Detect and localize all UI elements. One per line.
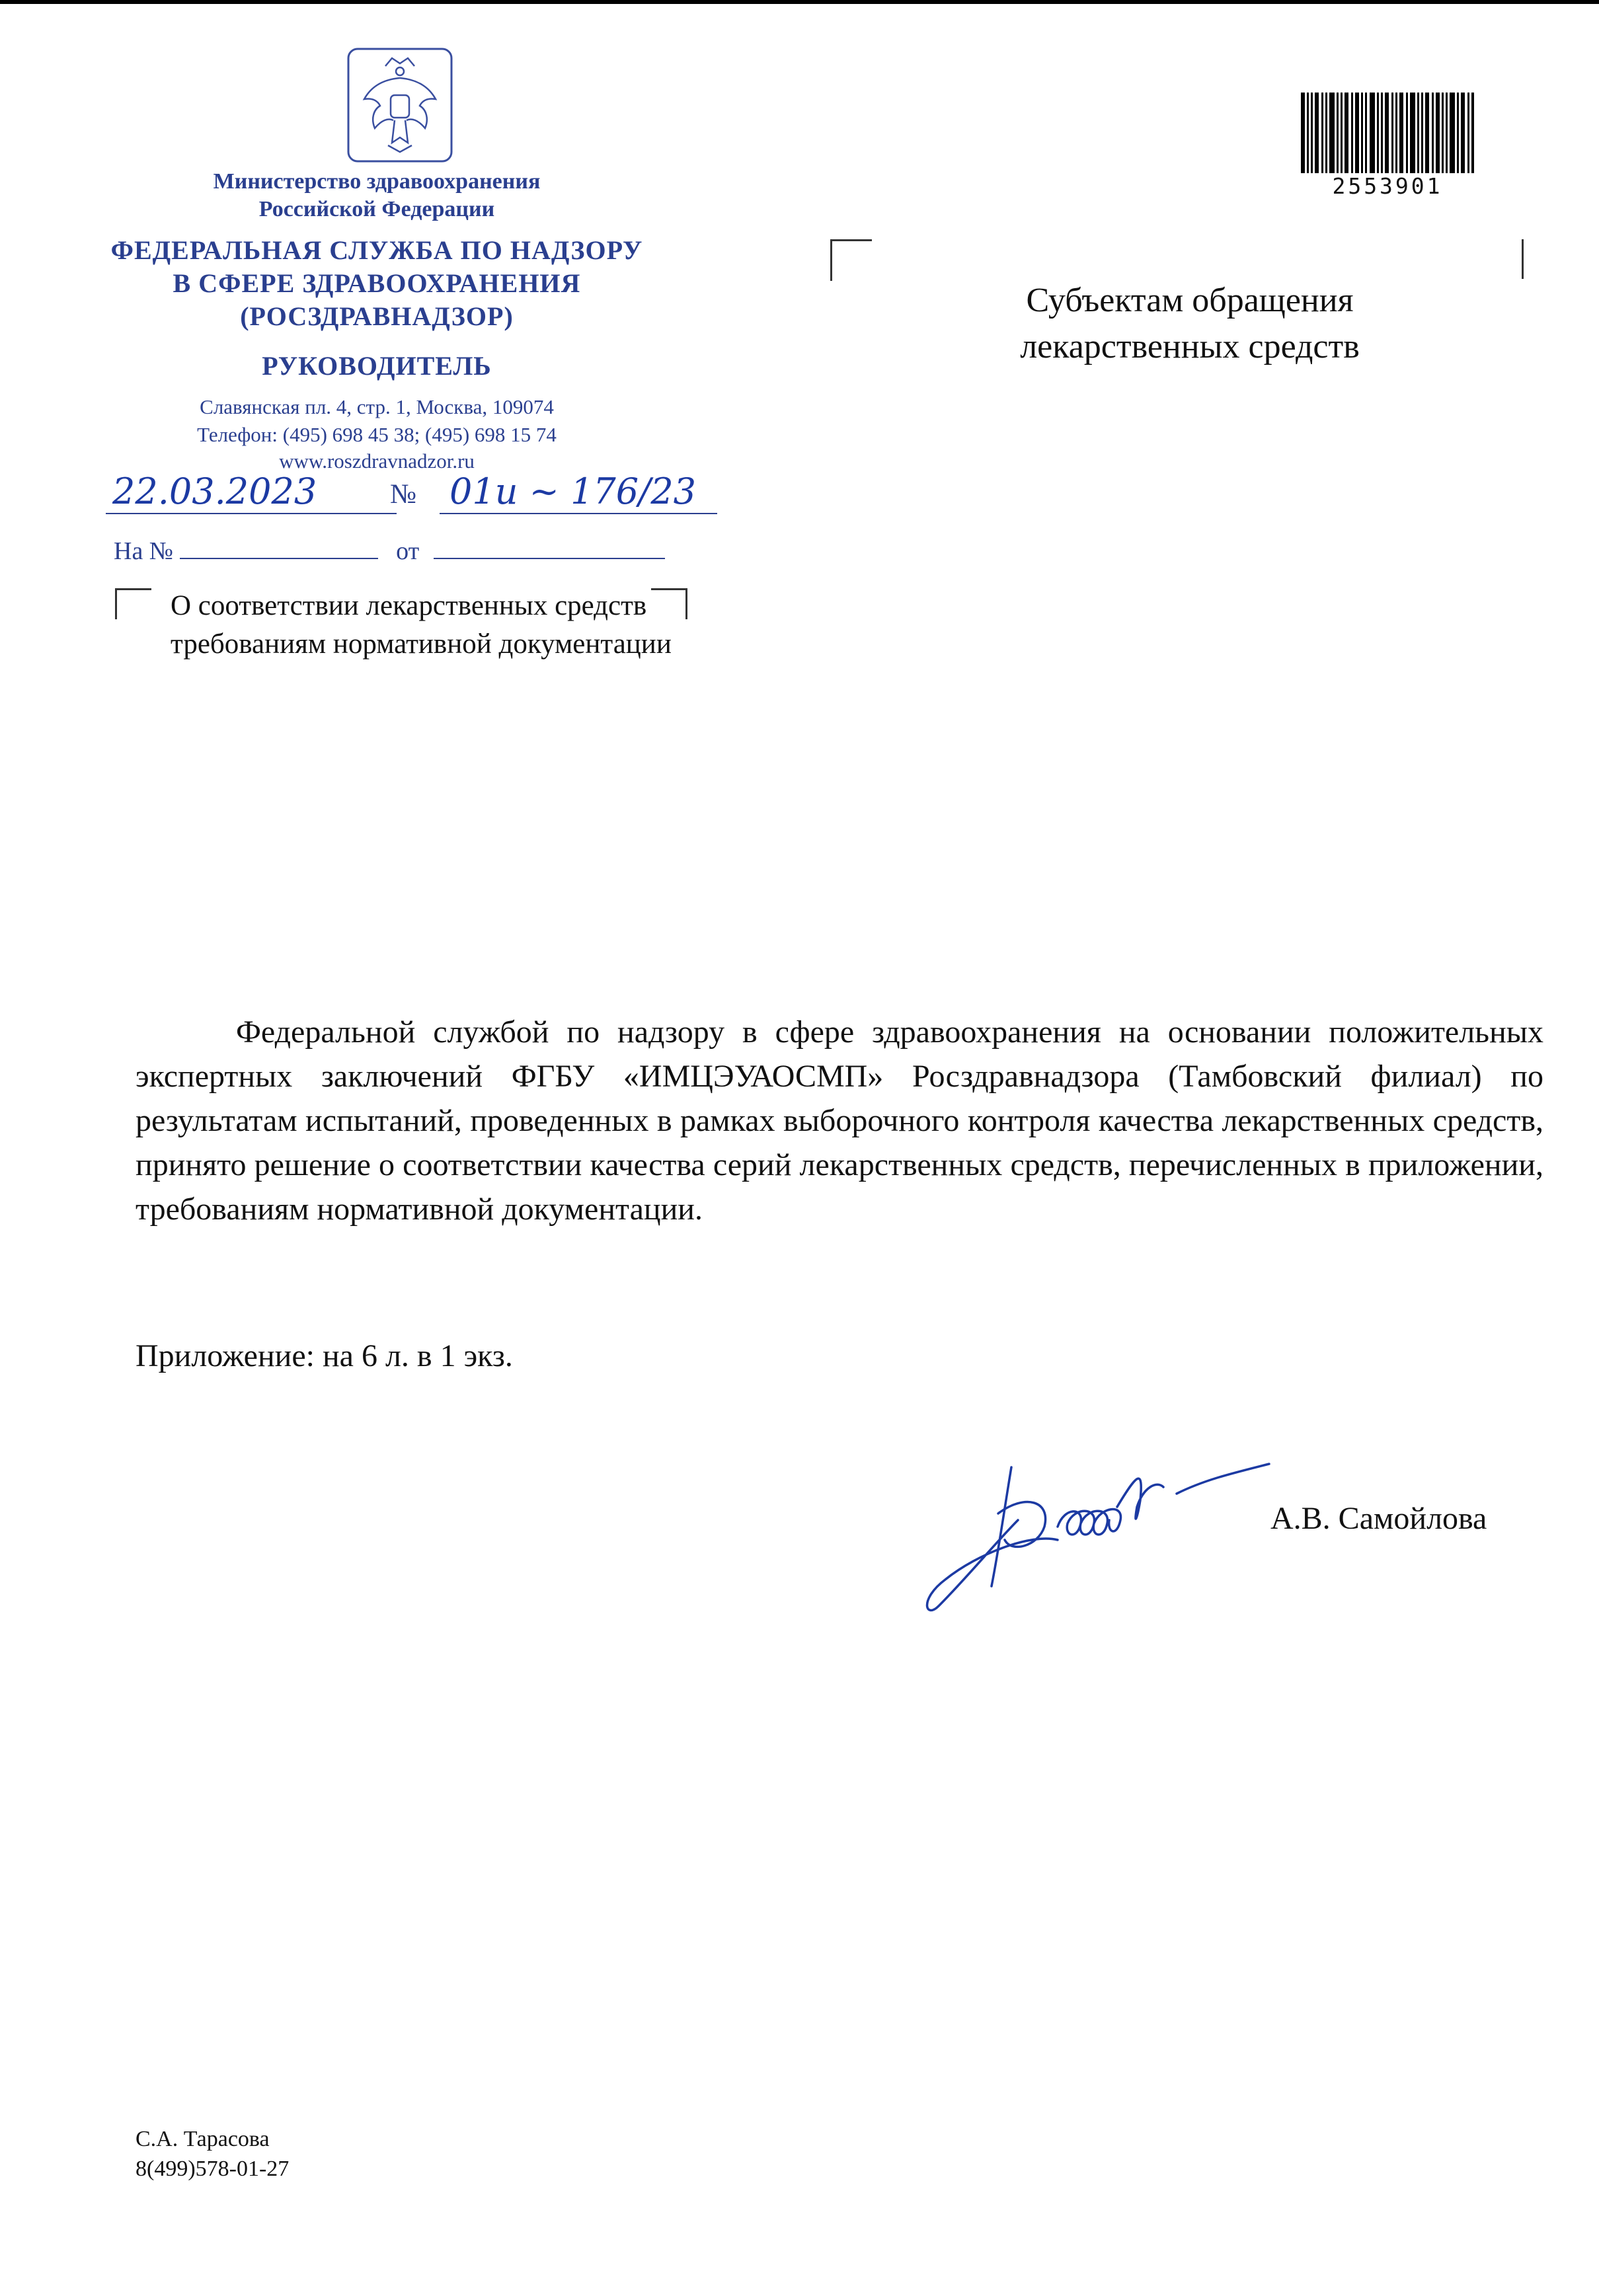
performer-phone: 8(499)578-01-27 (136, 2157, 290, 2181)
head-title: РУКОВОДИТЕЛЬ (262, 351, 492, 381)
subject-bracket-left (115, 588, 151, 619)
ministry-name-line2: Российской Федерации (258, 197, 495, 221)
performer-name: С.А. Тарасова (136, 2127, 270, 2151)
letterhead-address: Славянская пл. 4, стр. 1, Москва, 109074 (200, 395, 554, 418)
letterhead-website: www.roszdravnadzor.ru (279, 449, 475, 473)
reference-number-blank (180, 539, 378, 559)
barcode-number: 2553901 (1332, 173, 1443, 199)
attachment-note: Приложение: на 6 л. в 1 экз. (136, 1338, 513, 1373)
reference-line (114, 537, 665, 566)
reference-date-blank (434, 539, 665, 559)
coat-of-arms-icon (346, 46, 454, 164)
service-name-line3: (РОСЗДРАВНАДЗОР) (240, 301, 514, 331)
signer-name: А.В. Самойлова (1270, 1501, 1487, 1536)
scan-top-edge (0, 0, 1599, 4)
handwritten-signature (899, 1428, 1309, 1619)
letterhead-phone: Телефон: (495) 698 45 38; (495) 698 15 74 (197, 423, 557, 446)
service-name-line2: В СФЕРЕ ЗДРАВООХРАНЕНИЯ (173, 268, 581, 298)
reference-prefix: На № (114, 537, 174, 565)
number-sign: № (390, 479, 417, 510)
registration-number: 01и ~ 176/23 (449, 471, 697, 512)
service-name-line1: ФЕДЕРАЛЬНАЯ СЛУЖБА ПО НАДЗОРУ (110, 235, 643, 265)
reference-from-label: от (396, 537, 420, 565)
letter-subject: О соответствии лекарственных средств требованиям нормативной документации (171, 590, 672, 660)
date-underline (106, 510, 397, 517)
addressee-bracket-right (1522, 239, 1524, 279)
ministry-name-line1: Министерство здравоохранения (213, 169, 541, 194)
barcode-image (1301, 93, 1474, 173)
registration-date: 22.03.2023 (112, 471, 317, 512)
letter-body-paragraph: Федеральной службой по надзору в сфере здравоохранения на основании положительных экспертных заключений ФГБУ «ИМЦЭУАОСМП» Росздравнадзора (Тамбовский филиал) по результатам испытаний, проведенных в рамках выборочного контроля качества лекарственных средств, принято решение о соответствии качества серий лекарственных средств, перечисленных в приложении, требованиям нормативной документации. (136, 1014, 1543, 1227)
addressee-bracket-left (830, 239, 872, 281)
addressee: Субъектам обращения лекарственных средств (1020, 282, 1360, 365)
number-underline (440, 510, 717, 517)
